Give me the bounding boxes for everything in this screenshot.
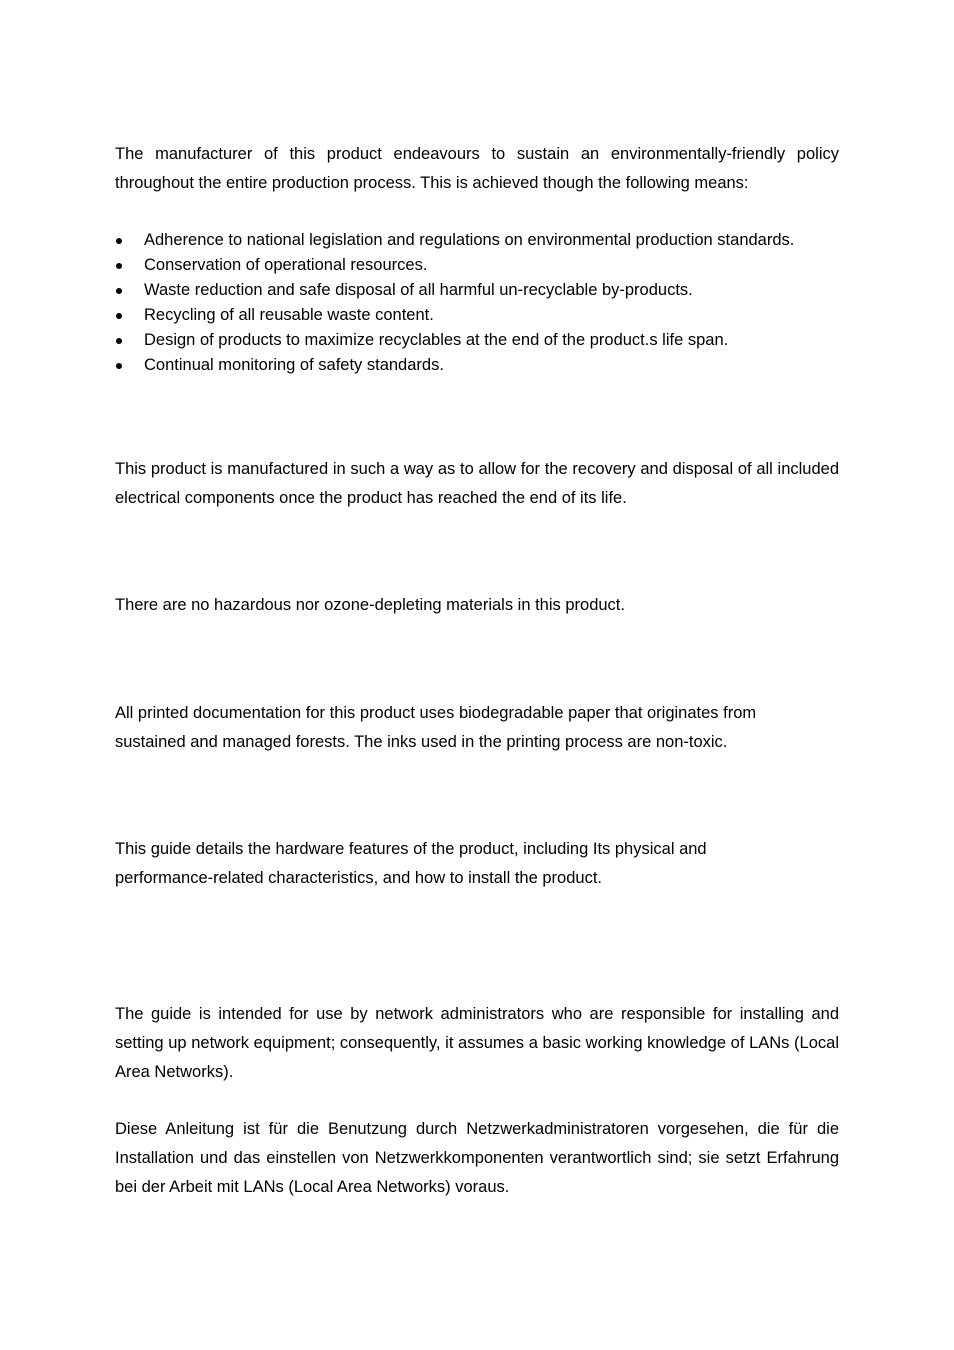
audience-paragraph-en: The guide is intended for use by network administrators who are responsible for installing and setting up network equipment; consequently, it assumes a basic working knowledge of LANs (Local Area Networks). — [115, 1005, 839, 1081]
list-item-text: Recycling of all reusable waste content. — [144, 306, 434, 324]
bullet-icon — [116, 338, 122, 344]
list-item-text: Continual monitoring of safety standards. — [144, 356, 444, 374]
bullet-icon — [116, 363, 122, 369]
environmental-means-list — [115, 228, 855, 378]
list-item — [115, 303, 855, 328]
recycling-paragraph: This product is manufactured in such a way as to allow for the recovery and disposal of all included electrical components once the product has reached the end of its life. — [115, 460, 839, 507]
list-item-text: Waste reduction and safe disposal of all harmful un-recyclable by-products. — [144, 281, 693, 299]
list-item — [115, 253, 855, 278]
list-item — [115, 353, 855, 378]
audience-paragraph-de: Diese Anleitung ist für die Benutzung durch Netzwerkadministratoren vorgesehen, die für die Installation und das einstellen von Netzwerkkomponenten verantwortlich sind; sie setzt Erfahrung bei der Arbeit mit LANs (Local Area Networks) voraus. — [115, 1120, 839, 1196]
bullet-icon — [116, 263, 122, 269]
hazardous-materials-paragraph: There are no hazardous nor ozone-depleting materials in this product. — [115, 596, 625, 614]
list-item-text: Adherence to national legislation and regulations on environmental production standards. — [144, 231, 795, 249]
bullet-icon — [116, 238, 122, 244]
list-item — [115, 228, 855, 253]
list-item — [115, 328, 855, 353]
list-item-text: Design of products to maximize recyclables at the end of the product.s life span. — [144, 331, 729, 349]
bullet-icon — [116, 288, 122, 294]
documentation-paragraph: All printed documentation for this product uses biodegradable paper that originates from sustained and managed forests. The inks used in the printing process are non-toxic. — [115, 704, 757, 751]
guide-purpose-paragraph: This guide details the hardware features of the product, including Its physical and performance-related characteristics, and how to install the product. — [115, 840, 707, 887]
list-item-text: Conservation of operational resources. — [144, 256, 428, 274]
bullet-icon — [116, 313, 122, 319]
list-item — [115, 278, 855, 303]
intro-paragraph: The manufacturer of this product endeavours to sustain an environmentally-friendly policy throughout the entire production process. This is achieved though the following means: — [115, 145, 839, 192]
